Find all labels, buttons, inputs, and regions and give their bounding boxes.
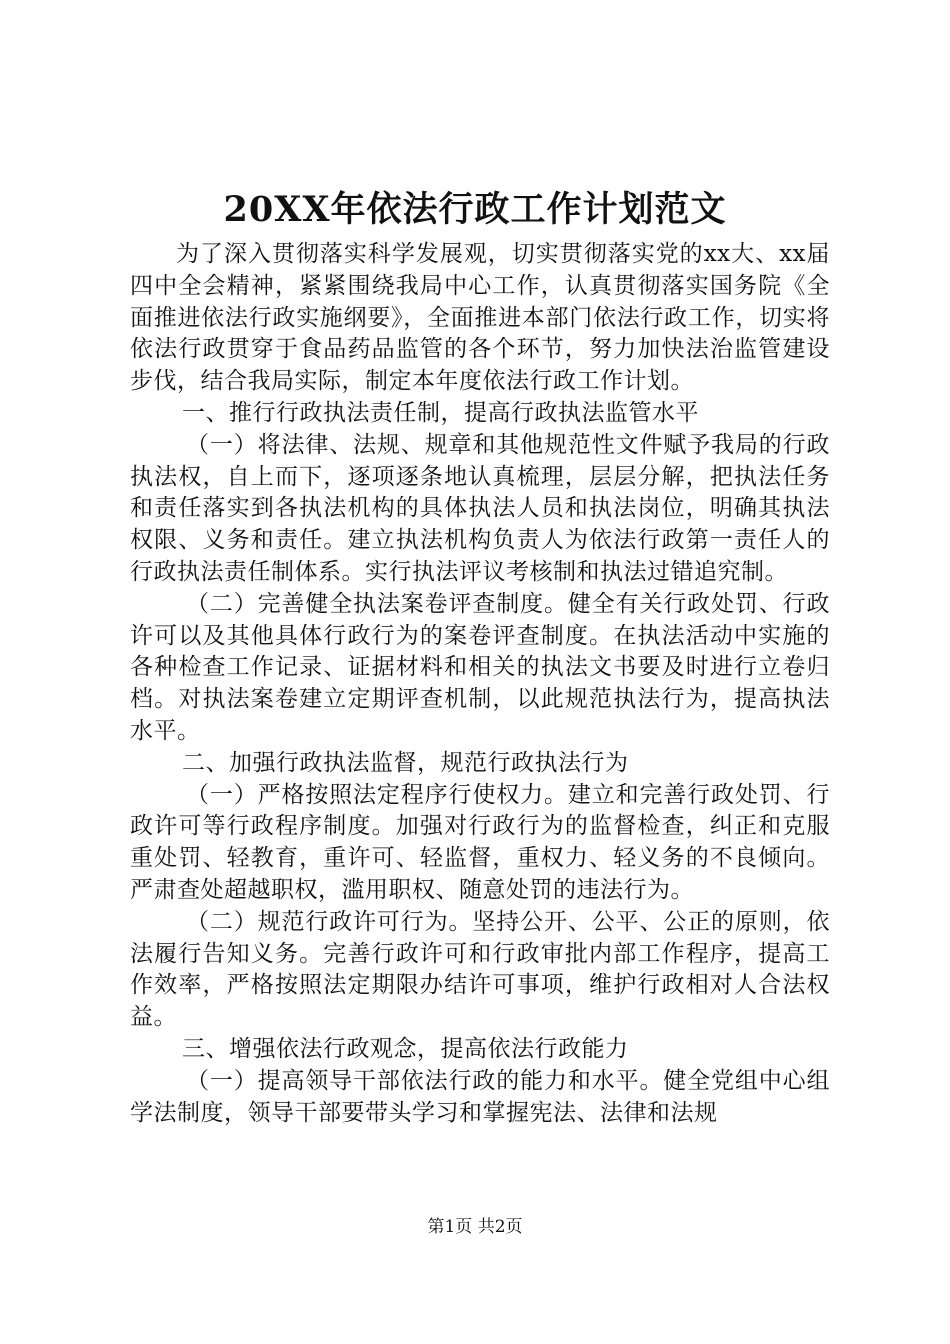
section-heading-3: 三、增强依法行政观念，提高依法行政能力 — [182, 1035, 629, 1062]
subsection-3-1: （一）提高领导干部依法行政的能力和水平。健全党组中心组学法制度，领导干部要带头学习和掌握宪法、法律和法规 — [130, 1067, 830, 1126]
intro-paragraph: 为了深入贯彻落实科学发展观，切实贯彻落实党的xx大、xx届四中全会精神，紧紧围绕我局中心工作，认真贯彻落实国务院《全面推进依法行政实施纲要》，全面推进本部门依法行政工作，切实将依法行政贯穿于食品药品监管的各个环节，努力加快法治监管建设步伐，结合我局实际，制定本年度依法行政工作计划。 — [130, 241, 830, 395]
subsection-1-1: （一）将法律、法规、规章和其他规范性文件赋予我局的行政执法权，自上而下，逐项逐条地认真梳理，层层分解，把执法任务和责任落实到各执法机构的具体执法人员和执法岗位，明确其执法权限、义务和责任。建立执法机构负责人为依法行政第一责任人的行政执法责任制体系。实行执法评议考核制和执法过错追究制。 — [130, 431, 830, 585]
subsection-2-1: （一）严格按照法定程序行使权力。建立和完善行政处罚、行政许可等行政程序制度。加强对行政行为的监督检查，纠正和克服重处罚、轻教育，重许可、轻监督，重权力、轻义务的不良倾向。严肃查处超越职权，滥用职权、随意处罚的违法行为。 — [130, 781, 830, 903]
section-heading-1: 一、推行行政执法责任制，提高行政执法监管水平 — [182, 399, 699, 426]
page-footer: 第1页 共2页 — [427, 1217, 523, 1237]
subsection-1-2: （二）完善健全执法案卷评查制度。健全有关行政处罚、行政许可以及其他具体行政行为的案卷评查制度。在执法活动中实施的各种检查工作记录、证据材料和相关的执法文书要及时进行立卷归档。对执法案卷建立定期评查机制，以此规范执法行为，提高执法水平。 — [130, 590, 830, 744]
document-title: 20XX年依法行政工作计划范文 — [223, 189, 727, 230]
subsection-2-2: （二）规范行政许可行为。坚持公开、公平、公正的原则，依法履行告知义务。完善行政许可和行政审批内部工作程序，提高工作效率，严格按照法定期限办结许可事项，维护行政相对人合法权益。 — [130, 908, 830, 1031]
section-heading-2: 二、加强行政执法监督，规范行政执法行为 — [182, 749, 629, 776]
document-body — [130, 239, 830, 1129]
